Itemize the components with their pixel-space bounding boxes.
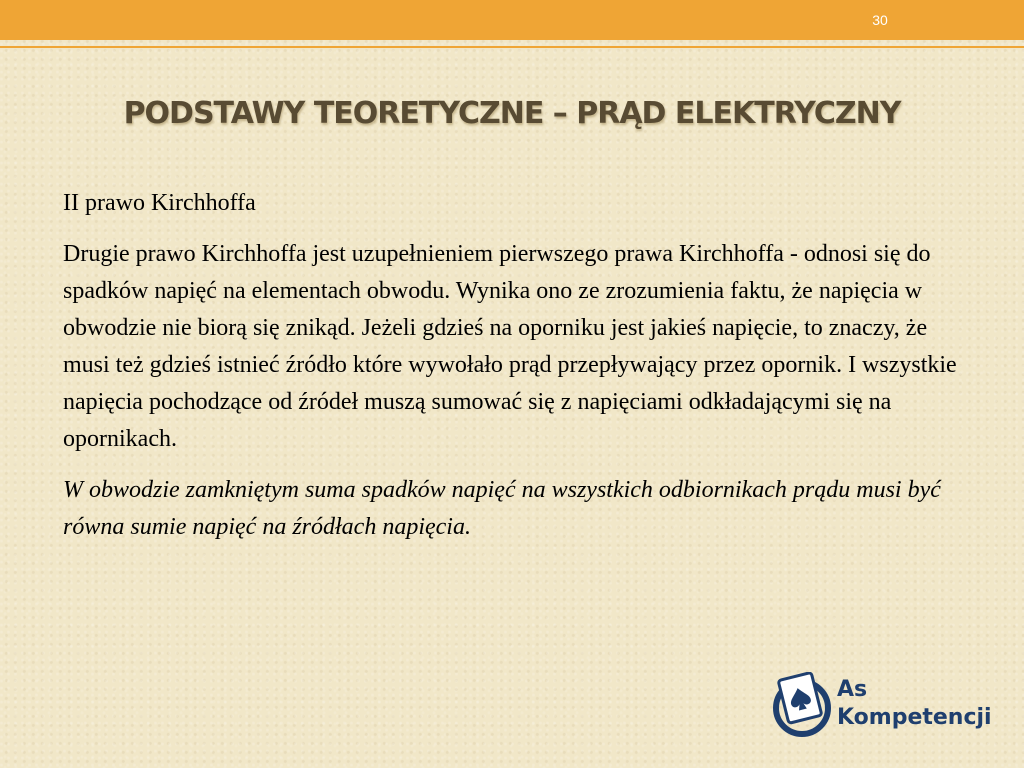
- law-statement: W obwodzie zamkniętym suma spadków napięć na wszystkich odbiornikach prądu musi być równa sumie napięć na źródłach napięcia.: [63, 477, 941, 540]
- slide-title: PODSTAWY TEORETYCZNE – PRĄD ELEKTRYCZNY: [123, 96, 901, 131]
- logo-wordmark: [837, 676, 1007, 732]
- content-heading: II prawo Kirchhoffa: [63, 190, 256, 216]
- slide-number: 30: [872, 12, 888, 28]
- top-accent-line: [0, 46, 1024, 48]
- as-kompetencji-logo: [770, 672, 1010, 742]
- playing-card-spade-icon: [770, 672, 834, 740]
- content-paragraph: Drugie prawo Kirchhoffa jest uzupełnieniem pierwszego prawa Kirchhoffa - odnosi się do spadków napięć na elementach obwodu. Wynika ono ze zrozumienia faktu, że napięcia w obwodzie nie biorą się znikąd. Jeżeli gdzieś na oporniku jest jakieś napięcie, to znaczy, że musi też gdzieś istnieć źródło które wywołało prąd przepływający przez opornik. I wszystkie napięcia pochodzące od źródeł muszą sumować się z napięciami odkładającymi się na opornikach.: [63, 241, 957, 452]
- logo-line-kompetencji: Kompetencji: [837, 705, 992, 730]
- logo-line-as: As: [837, 677, 868, 702]
- slide-content: [63, 185, 973, 560]
